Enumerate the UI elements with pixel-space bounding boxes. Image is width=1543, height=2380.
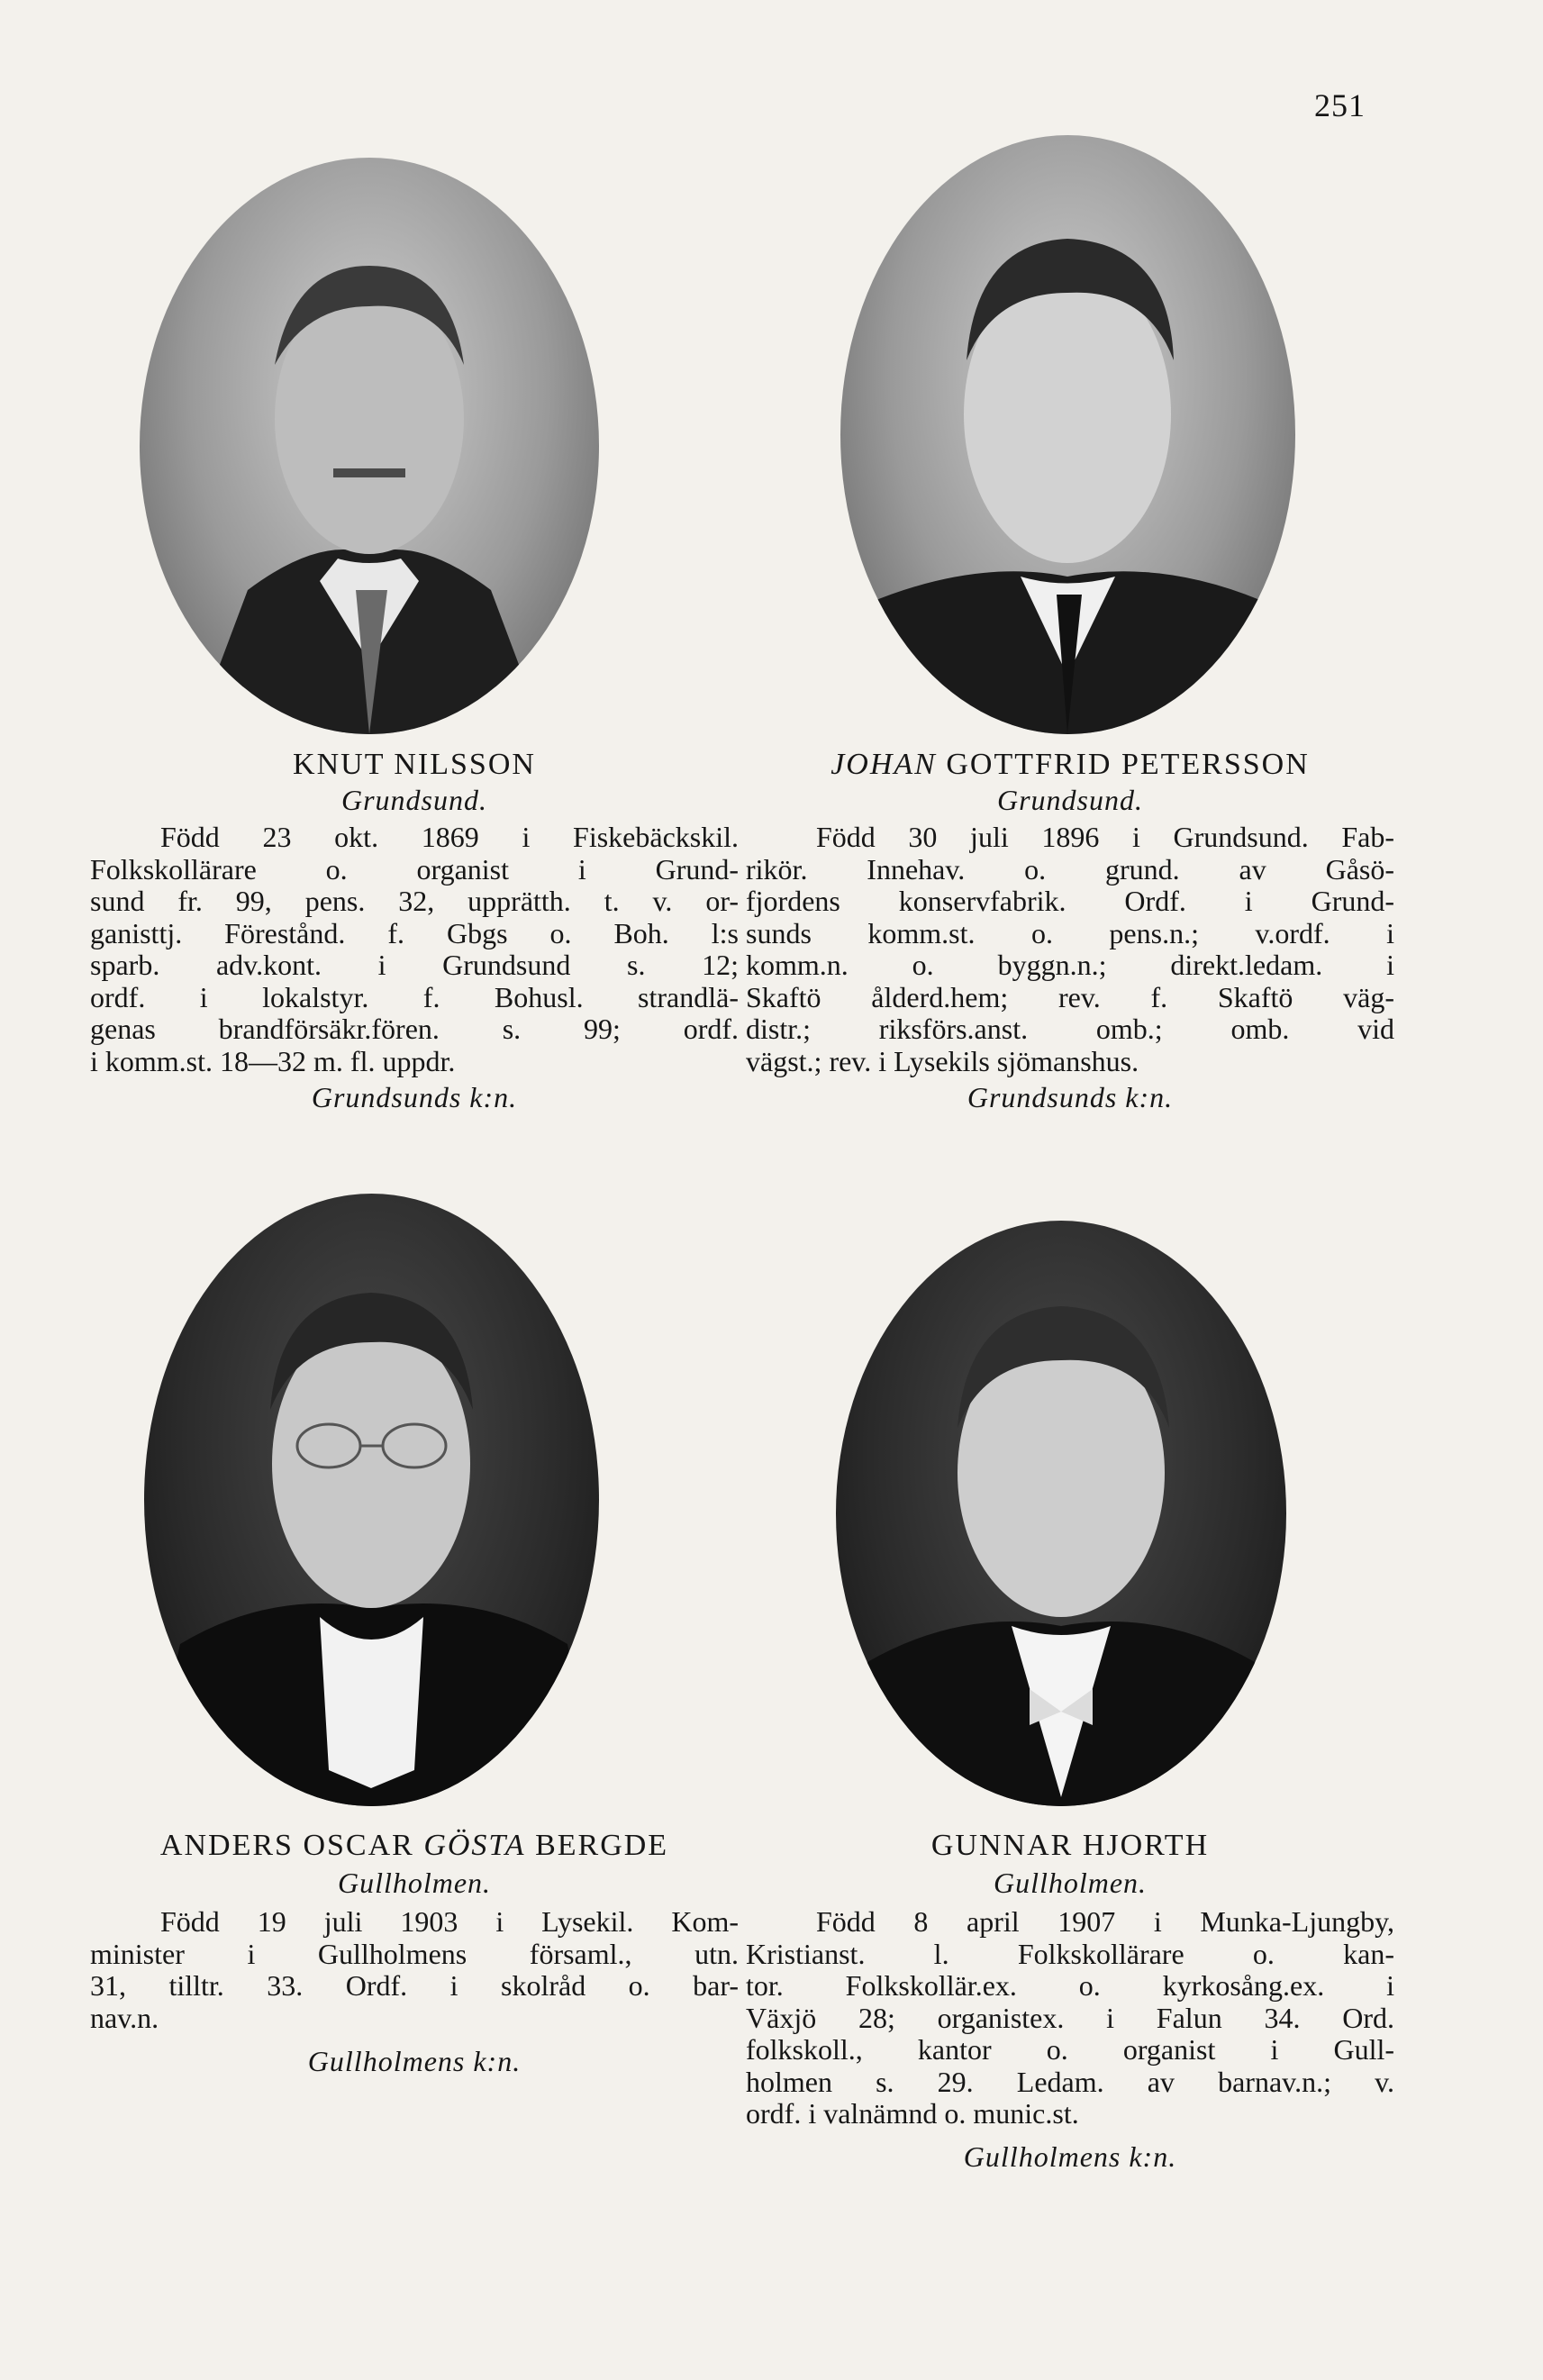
portrait-photo	[140, 158, 599, 734]
bio-line: sunds komm.st. o. pens.n.; v.ordf. i	[746, 916, 1394, 949]
residence: Gullholmen.	[993, 1867, 1148, 1899]
bio-line: komm.n. o. byggn.n.; direkt.ledam. i	[746, 949, 1394, 981]
bio-line: vägst.; rev. i Lysekils sjömanshus.	[746, 1044, 1139, 1077]
bio-line: fjordens konservfabrik. Ordf. i Grund-	[746, 885, 1394, 917]
bio-line: Född 23 okt. 1869 i Fiskebäckskil.	[160, 821, 739, 853]
bio-line: Växjö 28; organistex. i Falun 34. Ord.	[746, 2001, 1394, 2034]
bio-line: Född 19 juli 1903 i Lysekil. Kom-	[160, 1905, 739, 1938]
bio-line: rikör. Innehav. o. grund. av Gåsö-	[746, 852, 1394, 886]
person-name: JOHAN GOTTFRID PETERSSON	[830, 748, 1310, 781]
bio-line: nav.n.	[90, 2001, 159, 2034]
bio-line: genas brandförsäkr.fören. s. 99; ordf.	[90, 1013, 739, 1045]
residence: Grundsund.	[340, 784, 487, 816]
portrait-photo	[840, 135, 1295, 734]
bio-line: sparb. adv.kont. i Grundsund s. 12;	[90, 949, 739, 981]
bio-line: 31, tilltr. 33. Ordf. i skolråd o. bar-	[90, 1969, 739, 2002]
person-name: KNUT NILSSON	[293, 748, 536, 781]
portrait-photo	[144, 1194, 599, 1806]
bio-line: distr.; riksförs.anst. omb.; omb. vid	[746, 1013, 1394, 1045]
parish: Gullholmens k:n.	[307, 2045, 522, 2077]
parish: Grundsunds k:n.	[311, 1081, 518, 1113]
portrait-photo	[836, 1221, 1286, 1806]
page-number: 251	[1314, 87, 1366, 123]
residence: Grundsund.	[996, 784, 1143, 816]
parish: Grundsunds k:n.	[967, 1081, 1174, 1113]
biography	[90, 1906, 739, 2034]
residence: Gullholmen.	[337, 1867, 492, 1899]
bio-line: Född 30 juli 1896 i Grundsund. Fab-	[816, 821, 1394, 853]
bio-line: sund fr. 99, pens. 32, upprätth. t. v. or-	[90, 885, 739, 917]
bio-line: ordf. i lokalstyr. f. Bohusl. strandlä-	[90, 980, 739, 1013]
biography	[90, 822, 739, 1077]
bio-line: ganisttj. Förestånd. f. Gbgs o. Boh. l:s	[90, 916, 739, 949]
bio-line: Skaftö ålderd.hem; rev. f. Skaftö väg-	[746, 980, 1394, 1013]
biography	[746, 1906, 1394, 2130]
bio-line: minister i Gullholmens församl., utn.	[90, 1937, 739, 1970]
person-name: ANDERS OSCAR GÖSTA BERGDE	[159, 1829, 669, 1862]
person-name: GUNNAR HJORTH	[930, 1829, 1210, 1862]
bio-line: tor. Folkskollär.ex. o. kyrkosång.ex. i	[746, 1969, 1394, 2002]
bio-line: Folkskollärare o. organist i Grund-	[90, 852, 739, 886]
bio-line: i komm.st. 18—32 m. fl. uppdr.	[90, 1044, 456, 1077]
bio-line: holmen s. 29. Ledam. av barnav.n.; v.	[746, 2065, 1394, 2098]
bio-line: folkskoll., kantor o. organist i Gull-	[746, 2033, 1394, 2066]
bio-line: ordf. i valnämnd o. munic.st.	[746, 2097, 1079, 2130]
biography	[746, 822, 1394, 1077]
bio-line: Född 8 april 1907 i Munka-Ljungby,	[816, 1905, 1394, 1938]
bio-line: Kristianst. l. Folkskollärare o. kan-	[746, 1937, 1394, 1970]
parish: Gullholmens k:n.	[963, 2140, 1177, 2173]
